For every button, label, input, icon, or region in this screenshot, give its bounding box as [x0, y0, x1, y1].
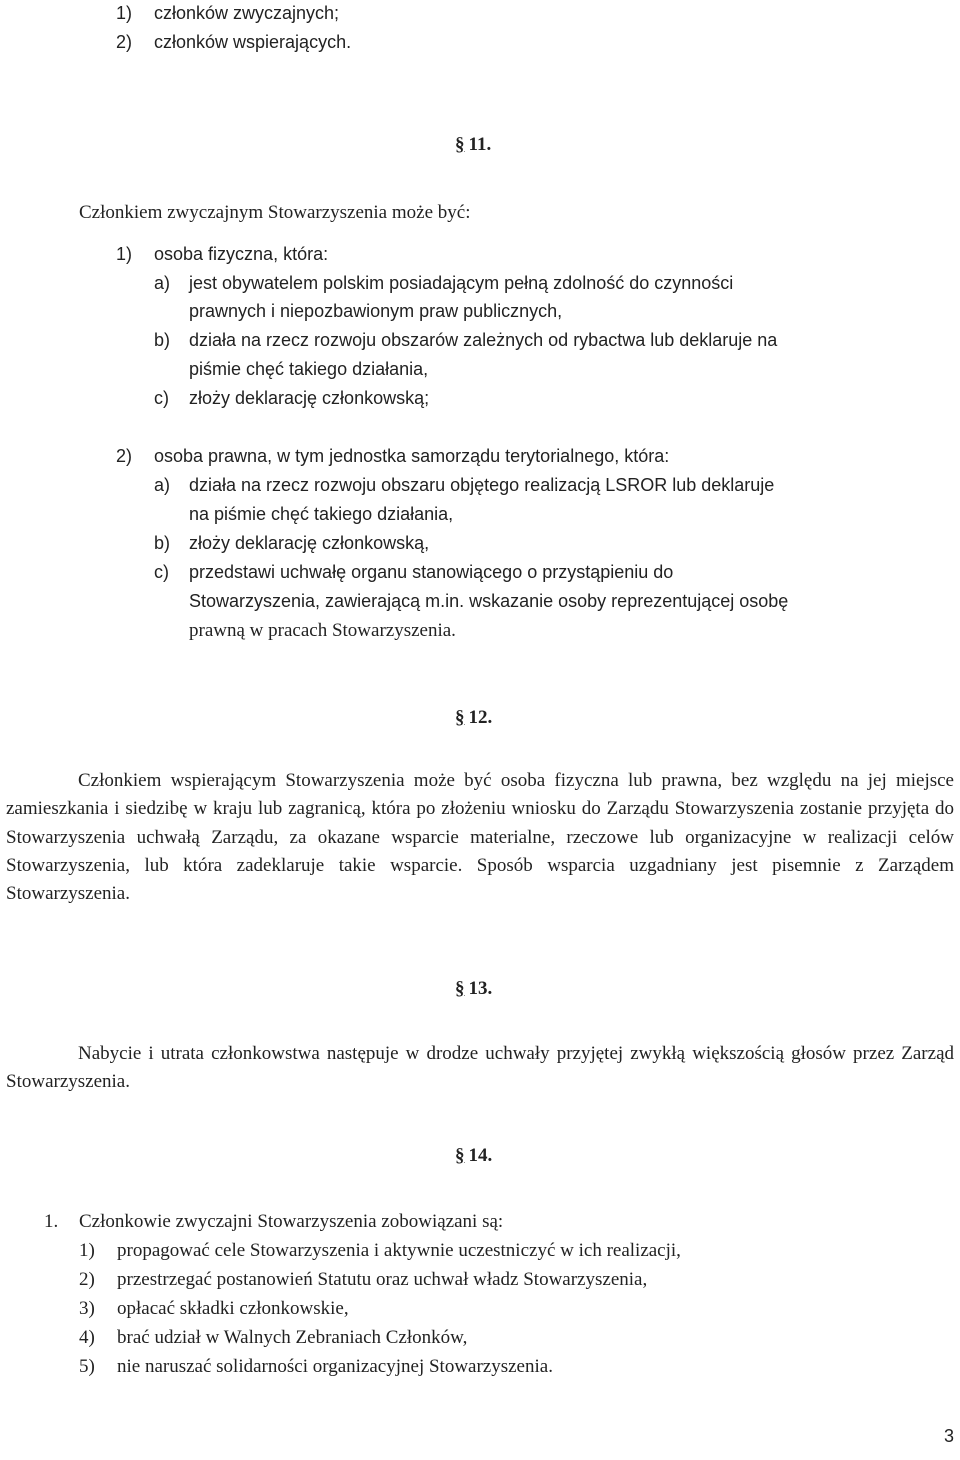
sub-item-c: c) złoży deklarację członkowską;: [154, 388, 430, 408]
section-intro: Członkiem zwyczajnym Stowarzyszenia może być:: [79, 202, 471, 223]
list-item: 5) nie naruszać solidarności organizacyjnej Stowarzyszenia.: [79, 1356, 553, 1377]
sub-item-a-cont: na piśmie chęć takiego działania,: [189, 504, 454, 524]
list-item: [116, 0, 339, 27]
list-item: 4) brać udział w Walnych Zebraniach Członków,: [79, 1327, 468, 1348]
list-number: 2): [116, 32, 133, 52]
sub-item-b-cont: piśmie chęć takiego działania,: [189, 359, 429, 379]
sub-item-c-cont: prawną w pracach Stowarzyszenia.: [189, 620, 456, 641]
sub-item-c: c) przedstawi uchwałę organu stanowiącego o przystąpieniu do: [154, 562, 674, 582]
list-text: członków zwyczajnych;: [154, 3, 340, 23]
section-paragraph: Nabycie i utrata członkowstwa następuje w drodze uchwały przyjętej zwykłą większością głosów przez Zarząd Stowarzyszenia.: [6, 1043, 954, 1093]
sub-item-c-cont: Stowarzyszenia, zawierającą m.in. wskazanie osoby reprezentującej osobę: [189, 591, 789, 611]
list-item: 3) opłacać składki członkowskie,: [79, 1298, 349, 1319]
list-item: 2) osoba prawna, w tym jednostka samorządu terytorialnego, która:: [116, 446, 670, 466]
list-text: członków wspierających.: [154, 32, 352, 52]
section-heading-14: § 14.: [455, 1145, 493, 1166]
sub-item-a: a) działa na rzecz rozwoju obszaru objętego realizacją LSROR lub deklaruje: [154, 475, 775, 495]
list-number: 1): [116, 3, 133, 23]
list-item: [116, 29, 351, 56]
section-heading-11: [455, 131, 491, 158]
section-sign: §: [455, 134, 465, 155]
sub-item-b: b) działa na rzecz rozwoju obszarów zależnych od rybactwa lub deklaruje na: [154, 330, 778, 350]
sub-item-a-cont: prawnych i niepozbawionym praw publicznych,: [189, 301, 563, 321]
list-item: 2) przestrzegać postanowień Statutu oraz uchwał władz Stowarzyszenia,: [79, 1269, 648, 1290]
section-number: 11.: [468, 134, 492, 155]
section-heading-12: § 12.: [455, 707, 493, 728]
numbered-point: 1. Członkowie zwyczajni Stowarzyszenia zobowiązani są:: [44, 1211, 504, 1232]
sub-item-a: a) jest obywatelem polskim posiadającym pełną zdolność do czynności: [154, 273, 734, 293]
section-heading-13: § 13.: [455, 978, 493, 999]
page-number: 3: [943, 1426, 954, 1446]
list-item: 1) osoba fizyczna, która:: [116, 244, 329, 264]
list-item: 1) propagować cele Stowarzyszenia i aktywnie uczestniczyć w ich realizacji,: [79, 1240, 681, 1261]
sub-item-b: b) złoży deklarację członkowską,: [154, 533, 430, 553]
section-paragraph: Członkiem wspierającym Stowarzyszenia może być osoba fizyczna lub prawna, bez względu na jej miejsce zamieszkania i siedzibę w kraju lub zagranicą, która po złożeniu wniosku do Zarządu Stowarzyszenia zostanie przyjęta do Stowarzyszenia uchwałą Zarządu, za okazane wsparcie materialne, rzeczowe lub organizacyjne w realizacji celów Stowarzyszenia, lub która zadeklaruje takie wsparcie. Sposób wsparcia uzgadniany jest pisemnie z Zarządem Stowarzyszenia.: [6, 770, 954, 905]
